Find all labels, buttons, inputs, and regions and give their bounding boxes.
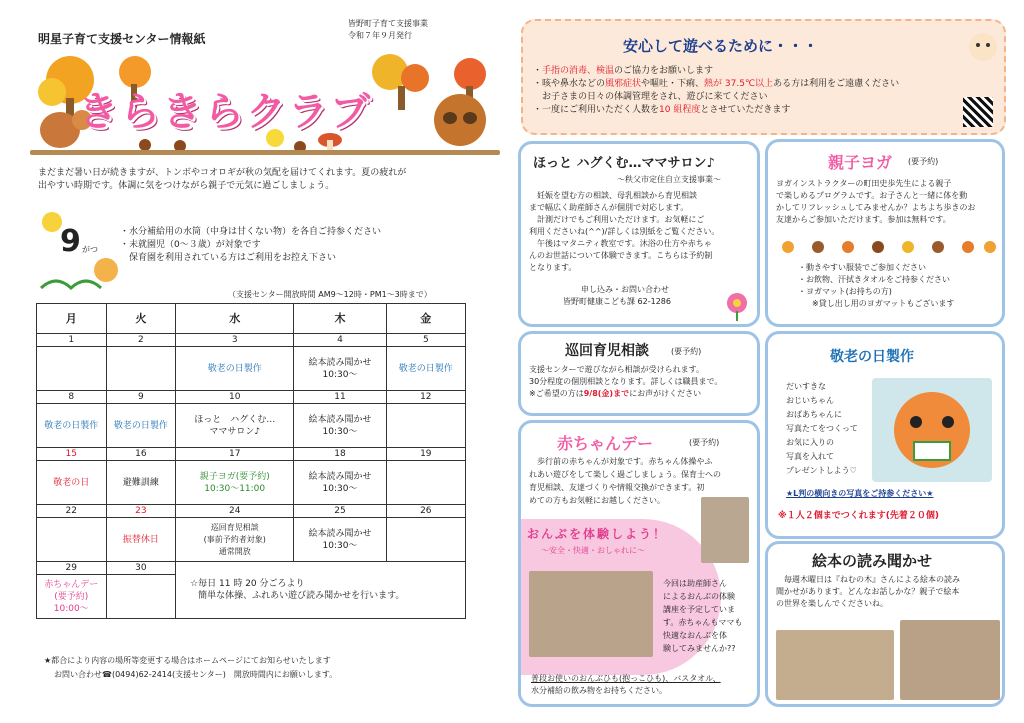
sun-icon <box>42 212 62 232</box>
event-cell <box>386 404 465 448</box>
date-cell: 8 <box>37 391 107 404</box>
safety-item: ・一度にご利用いただく人数を10 組程度とさせていただきます <box>533 105 791 115</box>
event-cell <box>37 518 107 562</box>
weekday-header: 木 <box>294 304 386 334</box>
date-cell: 4 <box>294 334 386 347</box>
month-badge-illustration <box>36 208 126 294</box>
event-cell: 避難訓練 <box>106 461 176 505</box>
yoga-reservation: (要予約) <box>908 157 939 166</box>
event-cell: 絵本読み聞かせ 10:30～ <box>294 404 386 448</box>
event-cell: 敬老の日 <box>37 461 107 505</box>
event-cell: 赤ちゃんデー (要予約) 10:00～ <box>37 575 107 619</box>
onbu-photo <box>701 497 749 563</box>
respect-box <box>765 331 1005 539</box>
org-title: 明星子育て支援センター情報紙 <box>38 32 206 46</box>
event-cell: 敬老の日製作 <box>37 404 107 448</box>
baby-day-box <box>518 420 760 707</box>
date-cell: 19 <box>386 448 465 461</box>
event-cell: 敬老の日製作 <box>176 347 294 391</box>
tanuki-icon <box>434 94 486 146</box>
safety-title: 安心して遊べるために・・・ <box>623 37 819 55</box>
onbu-subtitle: ～安全・快適・おしゃれに～ <box>541 546 645 555</box>
date-cell: 15 <box>37 448 107 461</box>
safety-item: ・咳や鼻水などの風邪症状や嘔吐・下痢、熱が 37.5℃以上ある方は利用をご遠慮ください <box>533 79 900 89</box>
date-cell: 9 <box>106 391 176 404</box>
date-cell: 10 <box>176 391 294 404</box>
yoga-box <box>765 139 1005 327</box>
picture-book-box <box>765 541 1005 707</box>
event-cell: 振替休日 <box>106 518 176 562</box>
book-body: 毎週木曜日は『ねむの木』さんによる絵本の読み 聞かせがあります。どんなお話しかな？親子で絵本 の世界を楽しんでくださいね。 <box>776 575 960 608</box>
date-cell: 18 <box>294 448 386 461</box>
mama-salon-box <box>518 141 760 327</box>
publisher: 皆野町子育て支援事業 <box>348 19 428 28</box>
weekday-header: 水 <box>176 304 294 334</box>
date-cell: 11 <box>294 391 386 404</box>
yoga-title: 親子ヨガ <box>828 153 893 172</box>
event-cell <box>386 518 465 562</box>
flower-icon <box>721 289 753 321</box>
character-icon <box>94 258 118 282</box>
footer-line: ★都合により内容の場所等変更する場合はホームページにてお知らせいたします <box>44 656 331 665</box>
usage-notes <box>120 226 460 265</box>
daily-note-line: ☆毎日 11 時 20 分ごろより <box>190 579 305 589</box>
event-cell: ほっと ハグくむ… ママサロン♪ <box>176 404 294 448</box>
note-item: ・未就園児（0～３歳）が対象です <box>120 240 261 250</box>
baby-day-reservation: (要予約) <box>689 438 720 447</box>
qr-code-icon[interactable] <box>963 97 993 127</box>
date-cell: 17 <box>176 448 294 461</box>
consult-title: 巡回育児相談 <box>565 343 649 359</box>
date-cell: 22 <box>37 505 107 518</box>
event-cell: 敬老の日製作 <box>386 347 465 391</box>
event-cell <box>386 461 465 505</box>
book-title: 絵本の読み聞かせ <box>812 552 933 570</box>
yoga-list: ・動きやすい服装でご参加ください ・お飲物、汗拭きタオルをご持参ください ・ヨガマット(お持ちの方) ※貸し出し用のヨガマットもございます <box>798 263 955 308</box>
intro-line: まだまだ暑い日が続きますが、トンボやコオロギが秋の気配を届けてくれます。夏の疲れが <box>38 168 407 178</box>
respect-note: ★L判の横向きの写真をご持参ください★ <box>786 489 934 498</box>
weekday-header: 月 <box>37 304 107 334</box>
event-cell: 絵本読み聞かせ 10:30～ <box>294 518 386 562</box>
date-cell: 23 <box>106 505 176 518</box>
event-cell <box>106 347 176 391</box>
consult-body: 支援センターで遊びながら相談が受けられます。 30分程度の個別相談となります。詳しくは職員まで。 ※ご希望の方は9/8(金)までにお声がけください <box>529 365 723 398</box>
note-item: 保育園を利用されている方はご利用をお控え下さい <box>120 253 337 263</box>
month-number: 9 <box>60 224 81 259</box>
event-cell: 敬老の日製作 <box>106 404 176 448</box>
safety-item: お子さまの日々の体調管理をされ、遊びに来てください <box>533 92 768 102</box>
book-reading-photo <box>776 630 894 700</box>
date-cell: 5 <box>386 334 465 347</box>
event-cell <box>37 347 107 391</box>
month-suffix: がつ <box>82 245 98 254</box>
intro-line: 出やすい時期です。体調に気をつけながら親子で元気に過ごしましょう。 <box>38 181 335 191</box>
date-cell: 12 <box>386 391 465 404</box>
tree-icon <box>372 54 429 110</box>
footer-line: お問い合わせ☎(0494)62-2414(支援センター) 開放時間内にお願いします。 <box>54 670 338 679</box>
consult-box <box>518 331 760 416</box>
safety-item: ・手指の消毒、検温のご協力をお願いします <box>533 66 714 76</box>
date-cell: 29 <box>37 562 107 575</box>
salon-title: ほっと ハグくむ…ママサロン♪ <box>533 156 715 171</box>
event-cell: 親子ヨガ(要予約) 10:30～11:00 <box>176 461 294 505</box>
issue-date: 令和７年９月発行 <box>348 31 412 40</box>
weekday-header: 火 <box>106 304 176 334</box>
open-hours: （支援センター開放時間 AM9～12時・PM1～3時まで） <box>228 290 432 299</box>
respect-limit: ※１人２個までつくれます(先着２０個) <box>778 511 939 521</box>
consult-reservation: (要予約) <box>671 347 702 356</box>
date-cell: 3 <box>176 334 294 347</box>
onbu-body: 今回は助産師さん によるおんぶの体験 講座を予定していま す。赤ちゃんもママも 快適なおんぶを体 験してみませんか?? <box>663 579 743 653</box>
date-cell: 25 <box>294 505 386 518</box>
daily-note-cell <box>176 562 466 619</box>
weekday-header: 金 <box>386 304 465 334</box>
photo-frame-craft-image <box>872 378 992 482</box>
event-cell <box>106 575 176 619</box>
yoga-body: ヨガインストラクターの町田史歩先生による親子 で楽しめるプログラムです。お子さんと一緒に体を動 かしてリフレッシュしてみませんか？よちよち歩きのお 友達からご参加いただけます。参加は無料です。 <box>776 179 976 224</box>
daily-note-line: 簡単な体操、ふれあい遊び読み聞かせを行います。 <box>198 591 405 601</box>
date-cell: 26 <box>386 505 465 518</box>
footer-notes <box>44 655 484 680</box>
onbu-note: 普段お使いのおんぶひも(抱っこひも)、バスタオル、 水分補給の飲み物をお持ちください。 <box>531 674 721 695</box>
note-item: ・水分補給用の水筒（中身は甘くない物）を各自ご持参ください <box>120 227 382 237</box>
date-cell: 30 <box>106 562 176 575</box>
baby-day-title: 赤ちゃんデー <box>557 434 654 453</box>
baby-day-body: 歩行前の赤ちゃんが対象です。赤ちゃん体操やふ れあい遊びをして楽しく過ごしましょう。保育士への 育児相談、友達づくりや情報交換ができます。初 めての方もお気軽にお越しください。 <box>529 457 721 505</box>
book-reading-photo <box>900 620 1000 700</box>
salon-body: 妊娠を望む方の相談、母乳相談から育児相談 まで幅広く助産師さんが個別で対応します。 計測だけでもご利用いただけます。お気軽にご 利用くださいね(^^)/詳しくは別紙をご覧ください。 午後はマタニティ教室です。沐浴の仕方や赤ちゃ んのお世話について体験できます。こちらは予約制 となります。 <box>529 191 720 272</box>
leaves-divider-icon <box>778 238 998 256</box>
club-title: きらきらクラブ <box>78 89 372 135</box>
date-cell: 24 <box>176 505 294 518</box>
event-cell: 絵本読み聞かせ 10:30～ <box>294 347 386 391</box>
date-cell: 1 <box>37 334 107 347</box>
intro-text <box>38 167 478 193</box>
onbu-class-photo <box>529 571 653 657</box>
respect-body: だいすきな おじいちゃん おばあちゃんに 写真たてをつくって お気に入りの 写真を入れて プレゼントしよう♡ <box>786 382 858 475</box>
onbu-title: おんぶを体験しよう！ <box>527 527 668 541</box>
safety-box <box>521 19 1006 135</box>
date-cell: 16 <box>106 448 176 461</box>
event-cell: 巡回育児相談 (事前予約者対象) 通常開放 <box>176 518 294 562</box>
safety-list <box>533 65 973 117</box>
calendar <box>36 303 466 619</box>
salon-subtitle: ～秩父市定住自立支援事業～ <box>617 175 721 184</box>
baby-icon <box>963 27 1003 67</box>
respect-title: 敬老の日製作 <box>830 349 914 365</box>
date-cell: 2 <box>106 334 176 347</box>
event-cell: 絵本読み聞かせ 10:30～ <box>294 461 386 505</box>
salon-contact: 申し込み・お問い合わせ 皆野町健康こども課 62-1286 <box>563 285 671 306</box>
